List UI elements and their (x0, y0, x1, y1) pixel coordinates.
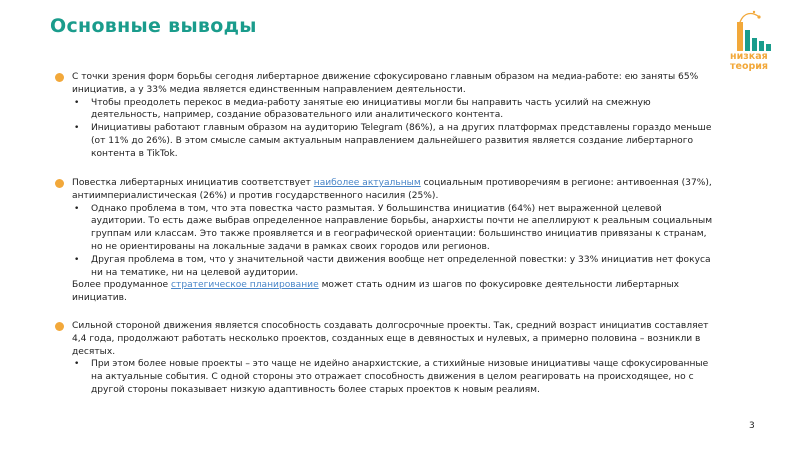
section-main-text: Сильной стороной движения является способность создавать долгосрочные проекты. Так, средний возраст инициатив составляет 4,4 года, продолжают работать несколько проектов, созданных еще в девяностых и нулевых, а примерно половина – возникли в десятых. (72, 321, 709, 357)
list-item: • Чтобы преодолеть перекос в медиа-работу занятые ею инициативы могли бы направить часть усилий на смежную деятельность, например, создание образовательного или аналитического контента. (91, 97, 715, 123)
list-item: • При этом более новые проекты – это чаще не идейно анархистские, а стихийные низовые инициативы чаще сфокусированные на актуальные события. С одной стороны это отражает способность движения в целом реагировать на происходящее, но с другой стороны показывает низкую адаптивность более старых проектов к новым реалиям. (91, 358, 715, 396)
logo-icon (728, 8, 776, 88)
list-item: • Другая проблема в том, что у значительной части движения вообще нет определенной повестки: у 33% инициатив нет фокуса ни на тематике, ни на целевой аудитории. (91, 254, 715, 280)
orange-bullet-icon (55, 179, 64, 188)
list-item: • Инициативы работают главным образом на аудиторию Telegram (86%), а на других платформах представлены гораздо меньше (от 11% до 26%). В этом смысле самым актуальным направлением дальнейшего развития является создание либертарного контента в TikTok. (91, 122, 715, 160)
section-tail-text: Более продуманное стратегическое планирование может стать одним из шагов по фокусировке деятельности либертарных инициатив. (72, 280, 680, 304)
section-main-text: Повестка либертарных инициатив соответствует наиболее актуальным социальным противоречиям в регионе: антивоенная (37%), антиимпериалистическая (26%) и против государственного насилия (25%). (72, 178, 712, 201)
page-number: 3 (749, 421, 755, 431)
orange-bullet-icon (55, 73, 64, 82)
sub-list (55, 97, 715, 161)
page-title: Основные выводы (50, 15, 257, 37)
sub-list (55, 358, 715, 396)
section-main-text: С точки зрения форм борьбы сегодня либертарное движение сфокусировано главным образом на медиа-работе: ею заняты 65% инициатив, а у 33% медиа является единственным направлением деятельности. (72, 72, 699, 95)
orange-bullet-icon (55, 322, 64, 331)
sub-list (55, 203, 715, 280)
section-agenda (55, 177, 715, 305)
section-media-work (55, 71, 715, 161)
relevant-link[interactable]: наиболее актуальным (313, 178, 421, 188)
list-item: • Однако проблема в том, что эта повестка часто размытая. У большинства инициатив (64%) нет выраженной целевой аудитории. То есть даже выбрав определенное направление борьбы, анархисты почти не апеллируют к реальным социальным группам или классам. Это также проявляется и в географической ориентации: большинство инициатив привязаны к странам, но не ориентированы на локальные задачи в рамках своих городов или регионов. (91, 203, 715, 254)
strategic-planning-link[interactable]: стратегическое планирование (171, 280, 319, 291)
section-longevity (55, 320, 715, 397)
logo-text: низкая теория (730, 51, 769, 72)
